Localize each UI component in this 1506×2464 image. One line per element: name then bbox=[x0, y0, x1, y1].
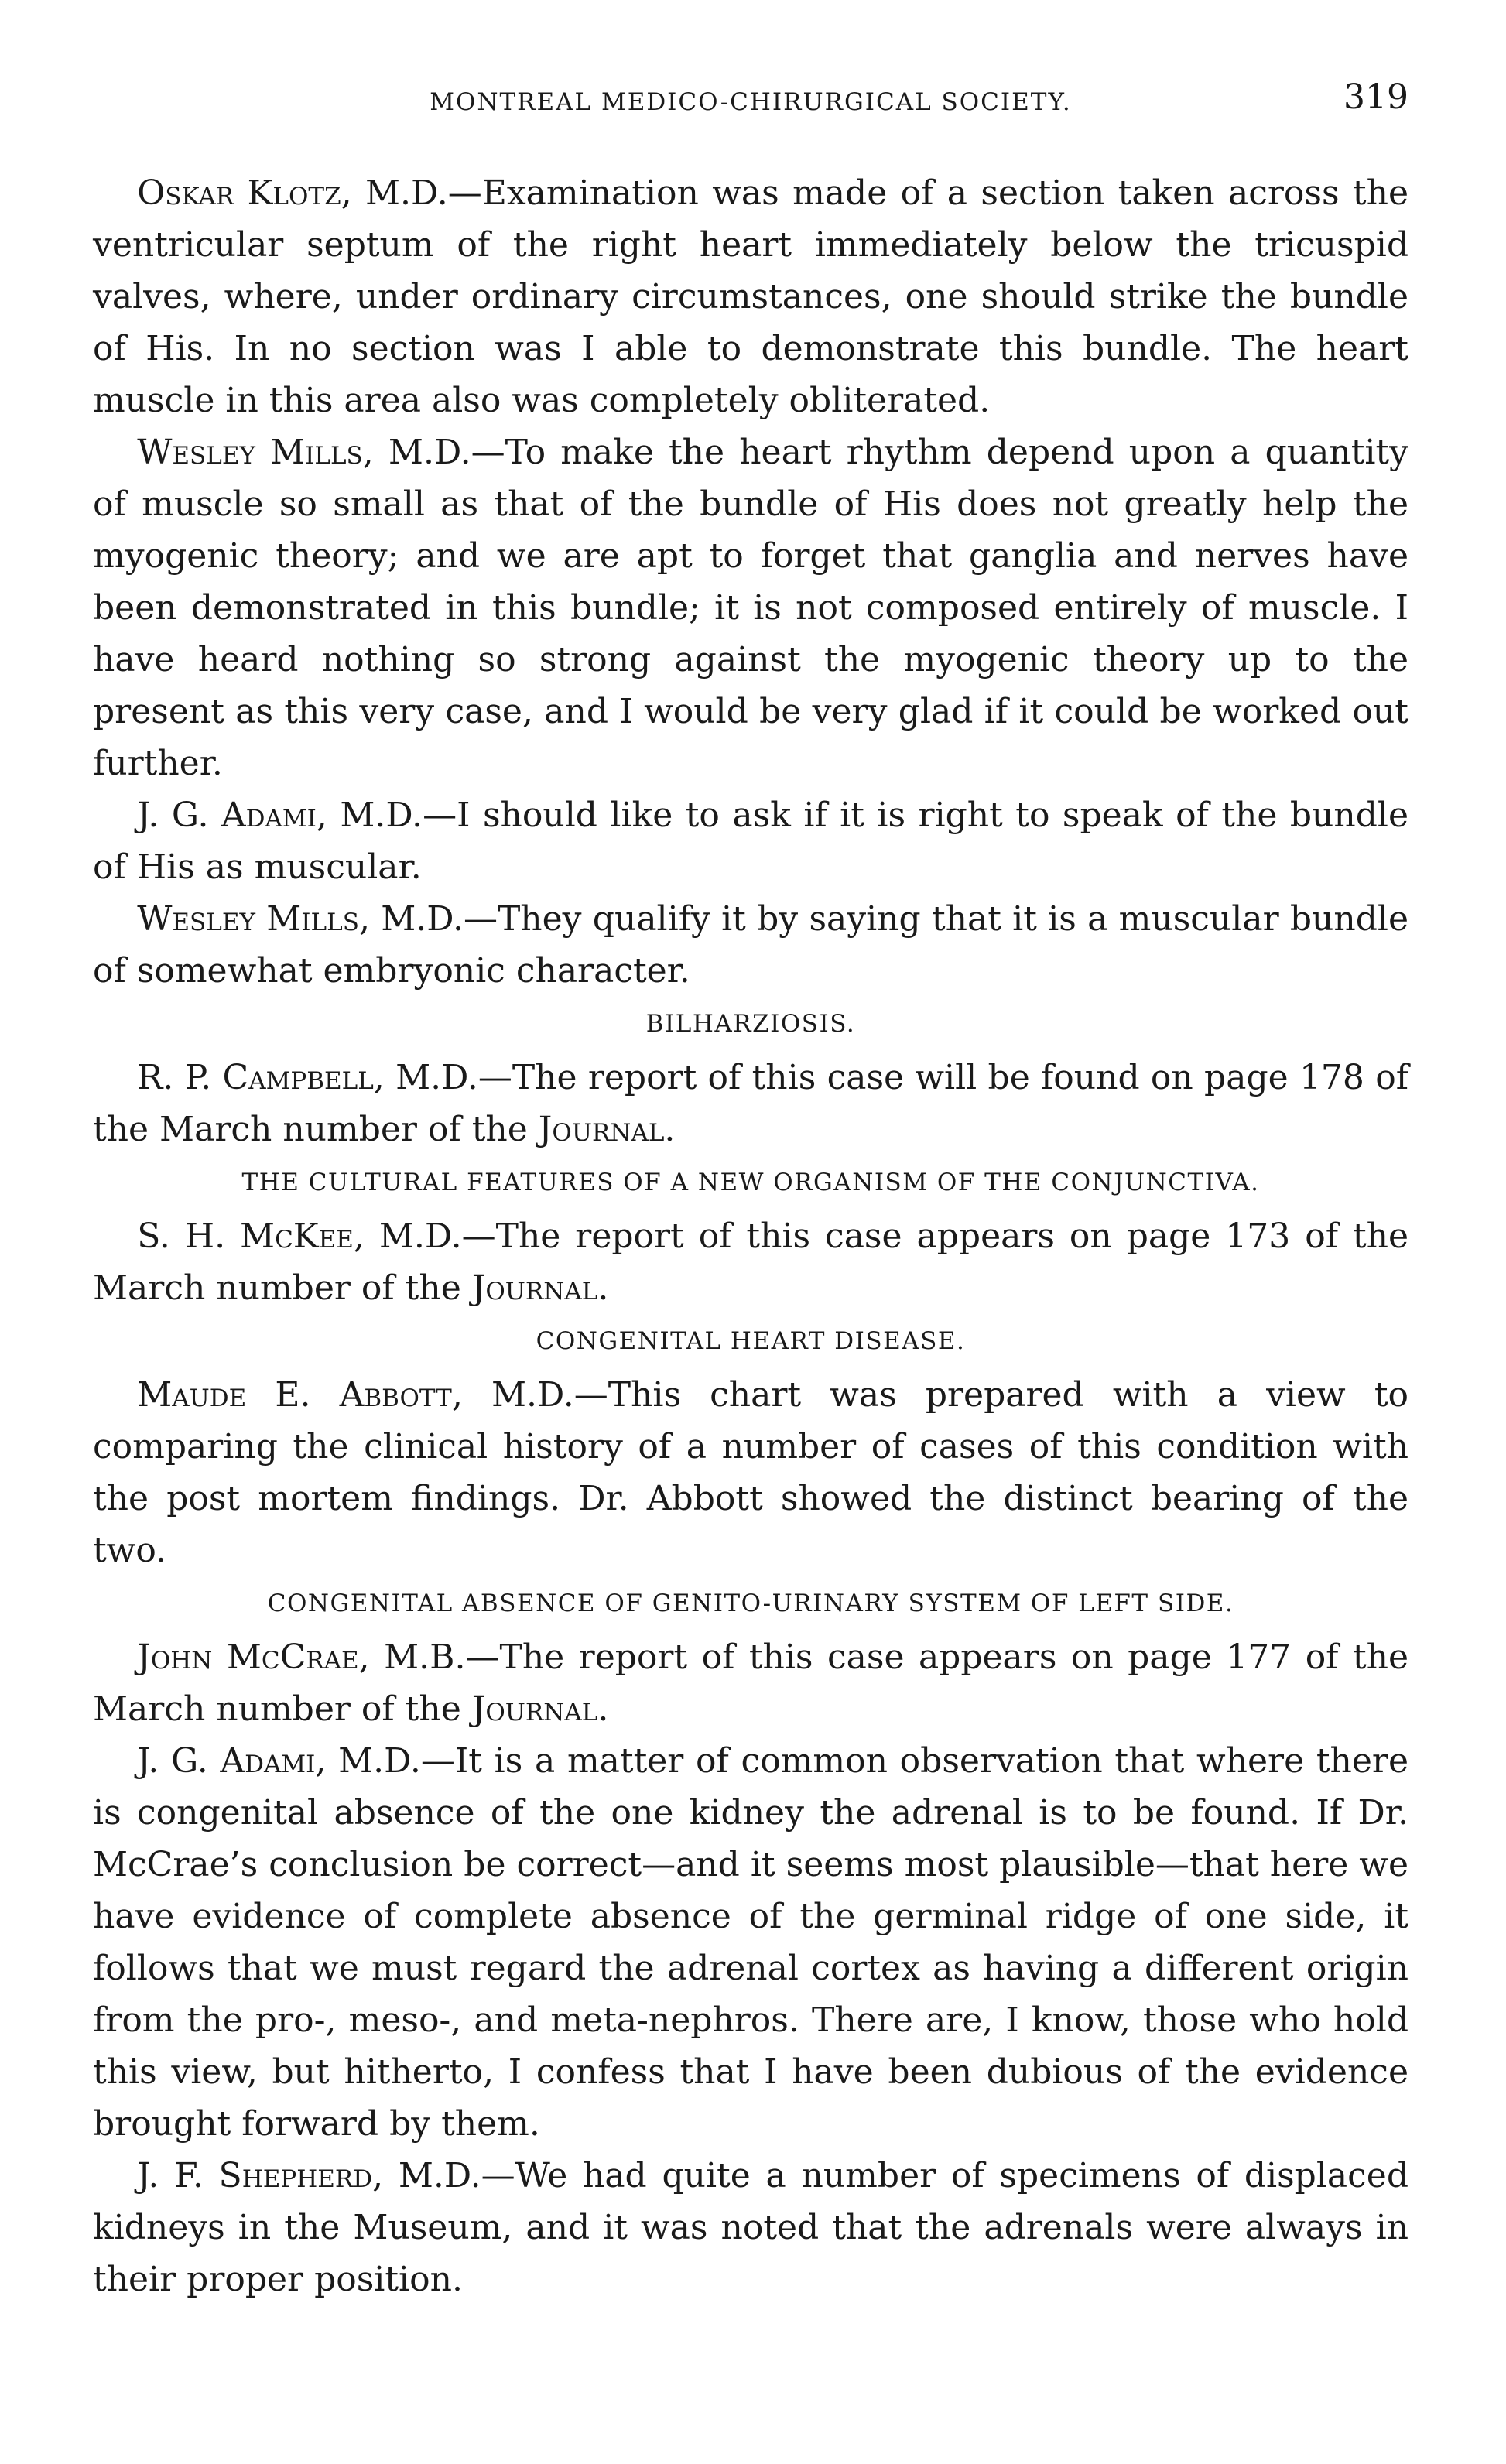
section-genito-urinary bbox=[93, 1578, 1408, 2305]
paragraph-text: —The report of this case appears on page 173 of the March number of the bbox=[93, 1217, 1409, 1308]
paragraph-text: —Examination was made of a section taken across the ventricular septum of the right heart immediately below the tricuspid valves, where, under ordinary circumstances, one should strike the bundle of His. In no section was I able to demonstrate this bundle. The heart muscle in this area also was completely obliterated. bbox=[93, 173, 1408, 420]
running-header bbox=[93, 77, 1408, 139]
speaker-name: Maude E. Abbott, M.D. bbox=[137, 1375, 574, 1415]
paragraph bbox=[93, 893, 1408, 997]
section-heading: CONGENITAL ABSENCE OF GENITO-URINARY SYSTEM OF LEFT SIDE. bbox=[267, 1590, 1234, 1617]
journal-name: Journal bbox=[538, 1110, 665, 1149]
section-conjunctiva bbox=[93, 1157, 1408, 1314]
discussion-section bbox=[93, 167, 1408, 997]
journal-name: Journal bbox=[471, 1268, 598, 1308]
speaker-name: Wesley Mills, M.D. bbox=[137, 899, 464, 939]
journal-name: Journal bbox=[471, 1689, 598, 1729]
paragraph bbox=[93, 426, 1408, 789]
paragraph bbox=[93, 1369, 1408, 1576]
speaker-name: Wesley Mills, M.D. bbox=[137, 433, 471, 472]
section-heading: CONGENITAL HEART DISEASE. bbox=[536, 1327, 966, 1355]
paragraph bbox=[93, 2150, 1408, 2305]
paragraph-text: —To make the heart rhythm depend upon a quantity of muscle so small as that of the bundle of His does not greatly help the myogenic theory; and we are apt to forget that ganglia and nerves have been demonstrated in this bundle; it is not composed entirely of muscle. I have heard nothing so strong against the myogenic theory up to the present as this very case, and I would be very glad if it could be worked out further. bbox=[93, 433, 1408, 783]
section-heading: THE CULTURAL FEATURES OF A NEW ORGANISM OF THE CONJUNCTIVA. bbox=[241, 1169, 1260, 1196]
speaker-name: S. H. McKee, M.D. bbox=[137, 1217, 462, 1256]
paragraph bbox=[93, 1631, 1408, 1735]
paragraph-text: —The report of this case will be found on page 178 of the March number of the bbox=[93, 1058, 1408, 1149]
paragraph-text: —It is a matter of common observation that where there is congenital absence of the one kidney the adrenal is to be found. If Dr. McCrae’s conclusion be correct—and it seems most plausible—that here we have evidence of complete absence of the germinal ridge of one side, it follows that we must regard the adrenal cortex as having a different origin from the pro-, meso-, and meta-nephros. There are, I know, those who hold this view, but hitherto, I confess that I have been dubious of the evidence brought forward by them. bbox=[93, 1741, 1408, 2144]
paragraph-text: —The report of this case appears on page 177 of the March number of the bbox=[93, 1638, 1408, 1729]
section-bilharziosis bbox=[93, 998, 1408, 1155]
section-heading: BILHARZIOSIS. bbox=[645, 1010, 856, 1038]
paragraph-tail: . bbox=[664, 1110, 676, 1149]
speaker-name: John McCrae, M.B. bbox=[137, 1638, 466, 1677]
speaker-name: R. P. Campbell, M.D. bbox=[137, 1058, 478, 1097]
running-title: MONTREAL MEDICO-CHIRURGICAL SOCIETY. bbox=[430, 88, 1072, 116]
paragraph-tail: . bbox=[597, 1268, 609, 1308]
paragraph-text: —They qualify it by saying that it is a muscular bundle of somewhat embryonic character. bbox=[93, 899, 1408, 991]
paragraph bbox=[93, 1735, 1408, 2150]
paragraph bbox=[93, 1210, 1408, 1314]
paragraph bbox=[93, 789, 1408, 893]
paragraph-text: —This chart was prepared with a view to comparing the clinical history of a number of cases of this condition with the post mortem findings. Dr. Abbott showed the distinct bearing of the two. bbox=[93, 1375, 1408, 1570]
speaker-name: Oskar Klotz, M.D. bbox=[137, 173, 448, 213]
paragraph-text: —I should like to ask if it is right to speak of the bundle of His as muscular. bbox=[93, 796, 1408, 887]
paragraph bbox=[93, 167, 1408, 426]
speaker-name: J. G. Adami, M.D. bbox=[137, 1741, 421, 1781]
paragraph-text: —We had quite a number of specimens of displaced kidneys in the Museum, and it was noted that the adrenals were always in their proper position. bbox=[93, 2156, 1409, 2299]
section-congenital-heart-disease bbox=[93, 1316, 1408, 1576]
page-number: 319 bbox=[1343, 77, 1408, 117]
paragraph bbox=[93, 1052, 1408, 1155]
document-page bbox=[93, 77, 1408, 2384]
speaker-name: J. F. Shepherd, M.D. bbox=[137, 2156, 481, 2195]
paragraph-tail: . bbox=[597, 1689, 609, 1729]
speaker-name: J. G. Adami, M.D. bbox=[137, 796, 423, 835]
